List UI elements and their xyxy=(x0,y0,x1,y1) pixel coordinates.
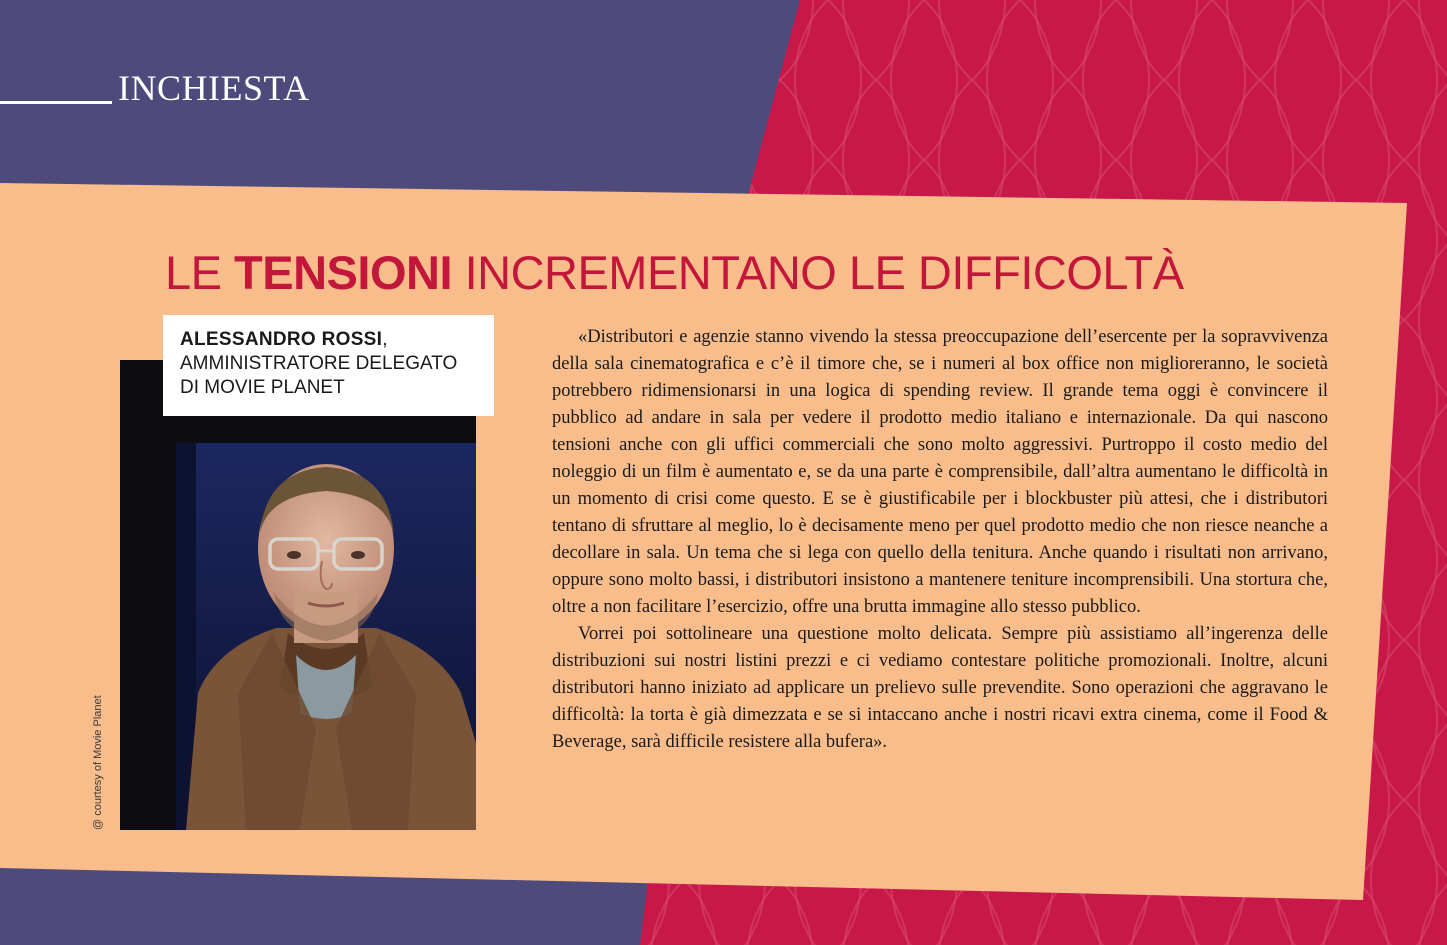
person-role-line2: DI MOVIE PLANET xyxy=(180,377,345,398)
headline-emphasis: TENSIONI xyxy=(234,246,453,299)
person-name-suffix: , xyxy=(382,329,388,350)
headline-prefix: LE xyxy=(165,246,235,299)
headline-suffix: INCREMENTANO LE DIFFICOLTÀ xyxy=(452,246,1184,299)
caption-box xyxy=(163,315,494,416)
section-label: INCHIESTA xyxy=(118,68,310,108)
headline xyxy=(165,243,1184,303)
person-name: ALESSANDRO ROSSI xyxy=(180,329,383,350)
article-paragraph-1: «Distributori e agenzie stanno vivendo la stessa preoccupazione dell’esercente per la sopravvivenza della sala cinematografica e c’è il timore che, se i numeri al box office non miglioreranno, le società potrebbero ridimensionarsi in una logica di spending review. Il grande tema oggi è convincere il pubblico ad andare in sala per vedere il prodotto medio italiano e internazionale. Da qui nascono tensioni anche con gli uffici commerciali che sono molto aggressivi. Purtroppo il costo medio del noleggio di un film è aumentato e, se da una parte è comprensibile, dall’altra aumentano le difficoltà in un momento di crisi come questo. E se è giustificabile per i blockbuster più attesi, che i distributori tentano di sfruttare al meglio, lo è decisamente meno per quel prodotto medio che non riesce neanche a decollare in sala. Un tema che si lega con quello della tenitura. Anche quando i risultati non arrivano, oppure sono molto bassi, i distributori insistono a mantenere teniture incomprensibili. Una stortura che, oltre a non facilitare l’esercizio, offre una brutta immagine allo stesso pubblico. xyxy=(552,327,1328,617)
portrait-photo xyxy=(176,443,476,830)
section-rule xyxy=(0,101,112,104)
person-role-line1: AMMINISTRATORE DELEGATO xyxy=(180,353,458,374)
photo-credit: @ courtesy of Movie Planet xyxy=(92,695,104,830)
person-name-line xyxy=(180,328,494,352)
article-body xyxy=(552,324,1328,756)
article-paragraph-2: Vorrei poi sottolineare una questione molto delicata. Sempre più assistiamo all’ingerenza delle distribuzioni sui nostri listini prezzi e ci vediamo contestare politiche promozionali. Inoltre, alcuni distributori hanno iniziato ad applicare un prelievo sulle prevendite. Sono operazioni che aggravano le difficoltà: la torta è già dimezzata e se si intaccano anche i nostri ricavi extra cinema, come il Food & Beverage, sarà difficile resistere alla bufera». xyxy=(552,624,1328,752)
